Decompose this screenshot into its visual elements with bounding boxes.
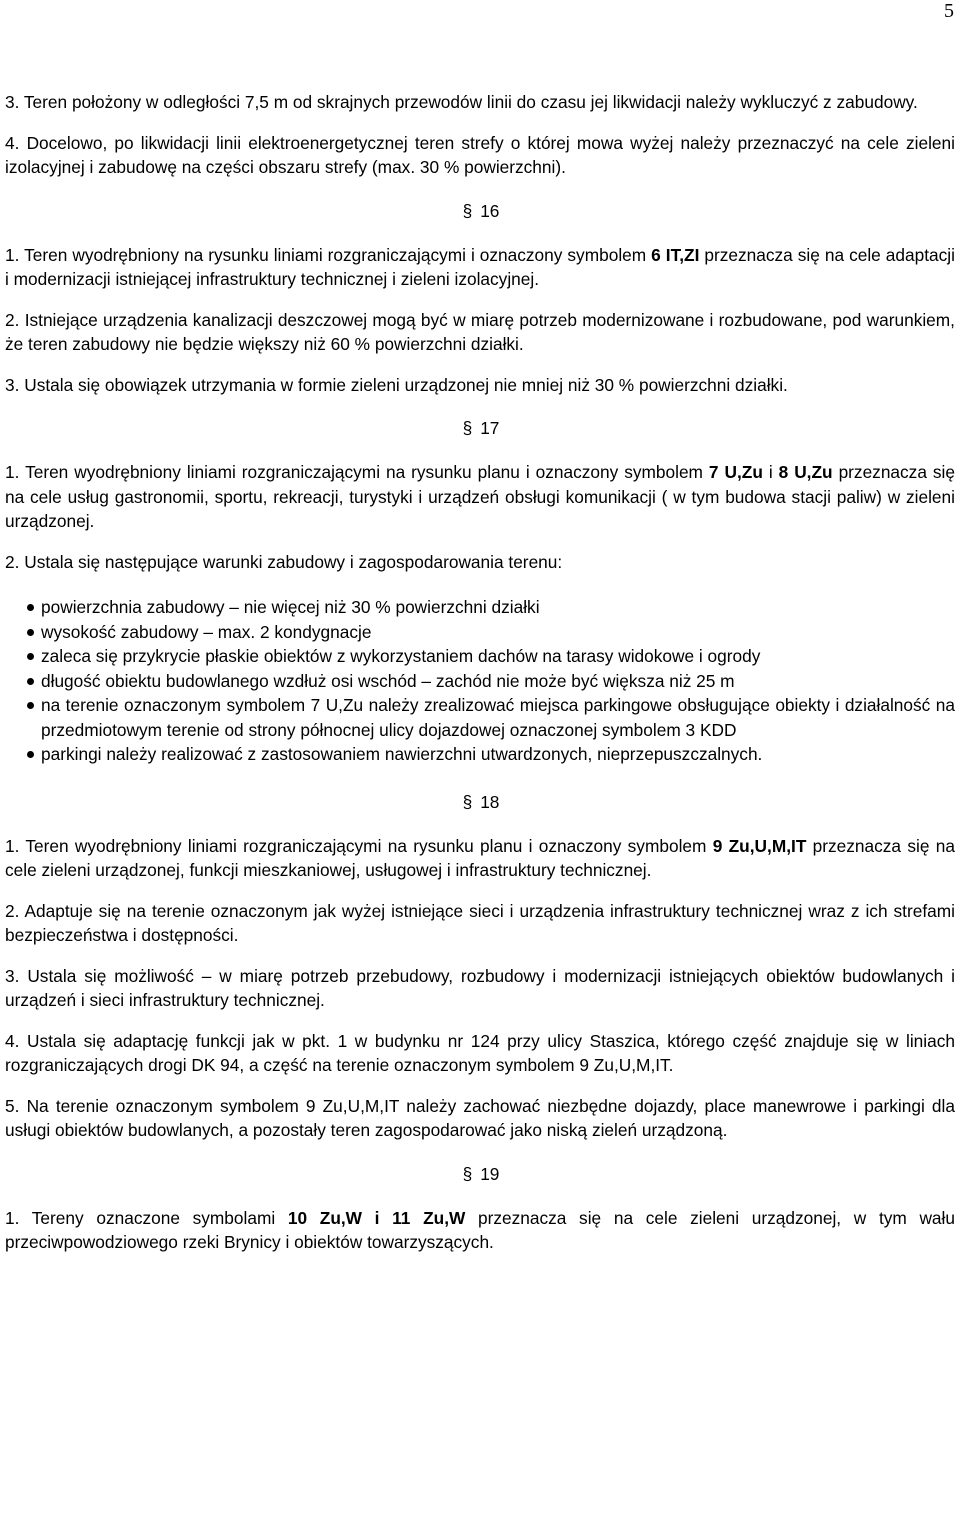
section-heading-18: § 18	[462, 791, 500, 812]
s18-paragraph-4: 4. Ustala się adaptację funkcji jak w pkt. 1 w budynku nr 124 przy ulicy Staszica, którego część znajduje się w liniach rozgraniczających drogi DK 94, a część na terenie oznaczonym symbolem 9 Zu,U,M,IT.	[5, 1030, 955, 1075]
symbol-label: 9 Zu,U,M,IT	[712, 835, 807, 856]
page-number: 5	[944, 0, 954, 22]
list-item: powierzchnia zabudowy – nie więcej niż 30 % powierzchni działki	[5, 595, 955, 620]
bullet-icon	[27, 604, 34, 611]
s18-paragraph-2: 2. Adaptuje się na terenie oznaczonym jak wyżej istniejące sieci i urządzenia infrastruktury technicznej wraz z ich strefami bezpieczeństwa i dostępności.	[5, 900, 955, 945]
s18-paragraph-5: 5. Na terenie oznaczonym symbolem 9 Zu,U,M,IT należy zachować niezbędne dojazdy, place manewrowe i parkingi dla usługi obiektów budowlanych, a pozostały teren zagospodarować jako niską zieleń urządzoną.	[5, 1095, 955, 1140]
document-body	[5, 90, 955, 1271]
section-heading-16: § 16	[462, 200, 500, 221]
s19-paragraph-1: 1. Tereny oznaczone symbolami 10 Zu,W i 11 Zu,W przeznacza się na cele zieleni urządzonej, w tym wału przeciwpowodziowego rzeki Brynicy i obiektów towarzyszących.	[5, 1207, 955, 1252]
symbol-label: 8 U,Zu	[778, 462, 833, 482]
bullet-icon	[27, 653, 34, 660]
symbol-label: 7 U,Zu	[708, 462, 763, 482]
paragraph-intro-3: 3. Teren położony w odległości 7,5 m od skrajnych przewodów linii do czasu jej likwidacji należy wykluczyć z zabudowy.	[5, 92, 918, 112]
list-item: zaleca się przykrycie płaskie obiektów z wykorzystaniem dachów na tarasy widokowe i ogrody	[5, 644, 955, 669]
list-item: parkingi należy realizować z zastosowaniem nawierzchni utwardzonych, nieprzepuszczalnych.	[5, 742, 955, 767]
s17-paragraph-1: 1. Teren wyodrębniony liniami rozgraniczającymi na rysunku planu i oznaczony symbolem 7 U,Zu i 8 U,Zu przeznacza się na cele usług gastronomii, sportu, rekreacji, turystyki i urządzeń obsługi komunikacji ( w tym budowa stacji paliw) w zieleni urządzonej.	[5, 462, 955, 531]
bullet-icon	[27, 678, 34, 685]
conditions-list	[5, 595, 955, 767]
section-heading-17: § 17	[462, 418, 500, 438]
symbol-label: 10 Zu,W i 11 Zu,W	[287, 1207, 466, 1228]
s16-paragraph-2: 2. Istniejące urządzenia kanalizacji deszczowej mogą być w miarę potrzeb modernizowane i rozbudowane, pod warunkiem, że teren zabudowy nie będzie większy niż 60 % powierzchni działki.	[5, 309, 955, 354]
s18-paragraph-3: 3. Ustala się możliwość – w miarę potrzeb przebudowy, rozbudowy i modernizacji istniejących obiektów budowlanych i urządzeń i sieci infrastruktury technicznej.	[5, 965, 955, 1010]
bullet-icon	[27, 629, 34, 636]
section-heading-19: § 19	[462, 1163, 500, 1184]
list-item: wysokość zabudowy – max. 2 kondygnacje	[5, 620, 955, 645]
s16-paragraph-3: 3. Ustala się obowiązek utrzymania w formie zieleni urządzonej nie mniej niż 30 % powierzchni działki.	[5, 374, 788, 395]
s16-paragraph-1: 1. Teren wyodrębniony na rysunku liniami rozgraniczającymi i oznaczony symbolem 6 IT,ZI przeznacza się na cele adaptacji i modernizacji istniejącej infrastruktury technicznej i zieleni izolacyjnej.	[5, 244, 955, 289]
bullet-icon	[27, 751, 34, 758]
paragraph-intro-4: 4. Docelowo, po likwidacji linii elektroenergetycznej teren strefy o której mowa wyżej należy przeznaczyć na cele zieleni izolacyjnej i zabudowę na części obszaru strefy (max. 30 % powierzchni).	[5, 132, 955, 177]
list-item: na terenie oznaczonym symbolem 7 U,Zu należy zrealizować miejsca parkingowe obsługujące obiekty i działalność na przedmiotowym terenie od strony północnej ulicy dojazdowej oznaczonej symbolem 3 KDD	[5, 693, 955, 742]
list-item: długość obiektu budowlanego wzdłuż osi wschód – zachód nie może być większa niż 25 m	[5, 669, 955, 694]
s18-paragraph-1: 1. Teren wyodrębniony liniami rozgraniczającymi na rysunku planu i oznaczony symbolem 9 Zu,U,M,IT przeznacza się na cele zieleni urządzonej, funkcji mieszkaniowej, usługowej i infrastruktury technicznej.	[5, 835, 955, 880]
symbol-label: 6 IT,ZI	[651, 244, 700, 265]
bullet-icon	[27, 702, 34, 709]
s17-paragraph-2: 2. Ustala się następujące warunki zabudowy i zagospodarowania terenu:	[5, 551, 563, 572]
